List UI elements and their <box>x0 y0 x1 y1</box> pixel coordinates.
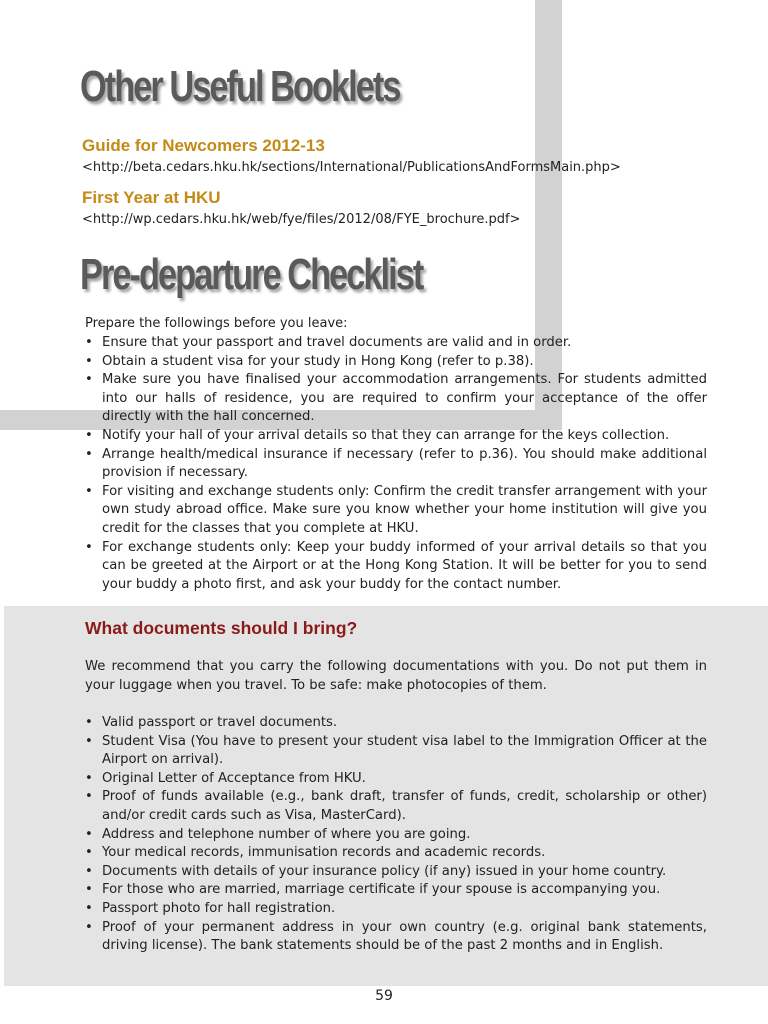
booklet-title: First Year at HKU <box>82 188 221 207</box>
list-item: • Ensure that your passport and travel documents are valid and in order. <box>85 334 707 353</box>
list-item: • Make sure you have finalised your accommodation arrangements. For students admitted into our halls of residence, you are required to confirm your acceptance of the offer directly with the hall concerned. <box>85 371 707 427</box>
list-item: • Arrange health/medical insurance if necessary (refer to p.36). You should make additional provision if necessary. <box>85 446 707 483</box>
documents-title: What documents should I bring? <box>85 618 358 638</box>
list-item: • Your medical records, immunisation records and academic records. <box>85 844 707 863</box>
heading-checklist: Pre-departure Checklist <box>80 250 423 299</box>
list-item: • Student Visa (You have to present your student visa label to the Immigration Officer at the Airport on arrival). <box>85 733 707 770</box>
booklet-title: Guide for Newcomers 2012-13 <box>82 136 325 155</box>
checklist-intro: Prepare the followings before you leave: <box>85 316 348 331</box>
list-item: • Passport photo for hall registration. <box>85 900 707 919</box>
booklet-url[interactable]: <http://beta.cedars.hku.hk/sections/International/PublicationsAndFormsMain.php> <box>82 160 621 175</box>
list-item: • For exchange students only: Keep your buddy informed of your arrival details so that you can be greeted at the Airport or at the Hong Kong Station. It will be better for you to send your buddy a photo first, and ask your buddy for the contact number. <box>85 539 707 595</box>
list-item: • Notify your hall of your arrival details so that they can arrange for the keys collection. <box>85 427 707 446</box>
list-item: • Obtain a student visa for your study in Hong Kong (refer to p.38). <box>85 353 707 372</box>
list-item: • Proof of funds available (e.g., bank draft, transfer of funds, credit, scholarship or other) and/or credit cards such as Visa, MasterCard). <box>85 788 707 825</box>
list-item: • Original Letter of Acceptance from HKU. <box>85 770 707 789</box>
page-number: 59 <box>375 988 393 1004</box>
list-item: • Proof of your permanent address in your own country (e.g. original bank statements, driving license). The bank statements should be of the past 2 months and in English. <box>85 919 707 956</box>
documents-list <box>85 714 707 956</box>
list-item: • For those who are married, marriage certificate if your spouse is accompanying you. <box>85 881 707 900</box>
documents-intro: We recommend that you carry the following documentations with you. Do not put them in your luggage when you travel. To be safe: make photocopies of them. <box>85 659 707 693</box>
list-item: • For visiting and exchange students only: Confirm the credit transfer arrangement with your own study abroad office. Make sure you know whether your home institution will give you credit for the classes that you complete at HKU. <box>85 483 707 539</box>
list-item: • Valid passport or travel documents. <box>85 714 707 733</box>
list-item: • Documents with details of your insurance policy (if any) issued in your home country. <box>85 863 707 882</box>
list-item: • Address and telephone number of where you are going. <box>85 826 707 845</box>
heading-booklets: Other Useful Booklets <box>80 62 400 111</box>
booklet-url[interactable]: <http://wp.cedars.hku.hk/web/fye/files/2012/08/FYE_brochure.pdf> <box>82 212 521 227</box>
checklist-list <box>85 334 707 594</box>
